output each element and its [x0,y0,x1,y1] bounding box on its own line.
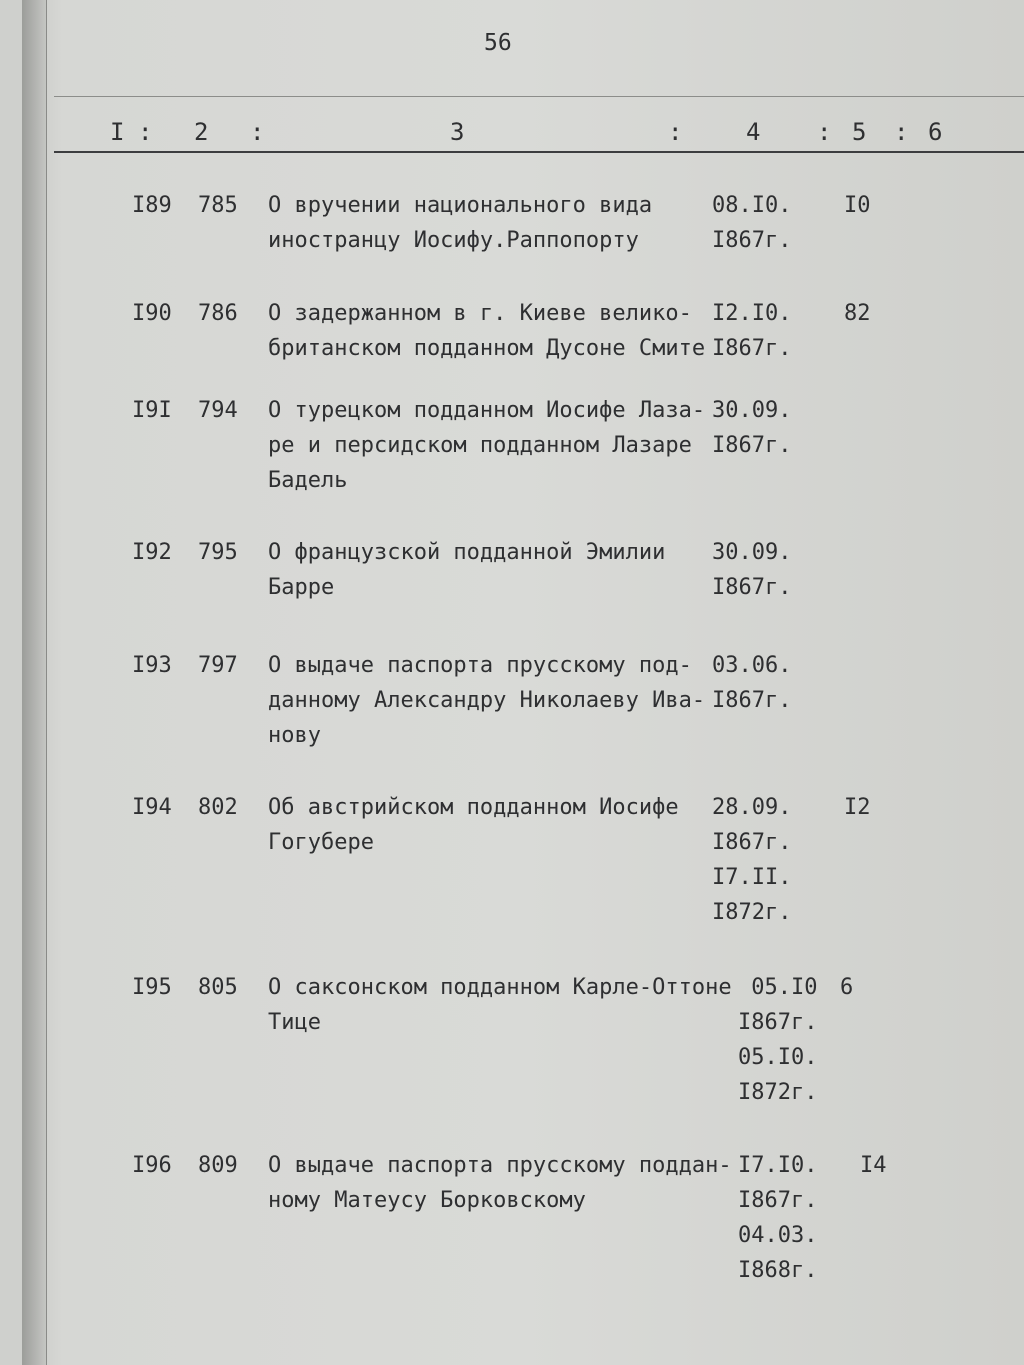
case-date: I867г. [738,1188,818,1213]
case-dates [712,393,791,463]
row-number: I96 [132,1153,172,1178]
row-number: I92 [132,540,172,565]
case-date: I868г. [738,1258,818,1283]
row-number: I9I [132,398,172,423]
document-page [22,0,1024,1365]
archive-number: 797 [198,653,238,678]
case-title-line: данному Александру Николаеву Ива- [268,688,706,713]
case-title-line: Об австрийском подданном Иосифе [268,795,679,820]
archive-number: 805 [198,975,238,1000]
header-col-2: 2 [194,118,209,146]
header-col-5: 5 [852,118,867,146]
case-date: I867г. [712,336,792,361]
case-dates [712,188,791,258]
archive-number: 785 [198,193,238,218]
case-date: I872г. [712,900,792,925]
top-rule [54,96,1024,97]
sheet-count: I0 [844,193,871,218]
case-title-line: О задержанном в г. Киеве велико- [268,301,692,326]
case-title-line: О турецком подданном Иосифе Лаза- [268,398,706,423]
case-title [268,296,705,366]
case-date: 04.03. [738,1223,818,1248]
case-date: 05.I0. [738,1045,818,1070]
archive-number: 794 [198,398,238,423]
row-number: I90 [132,301,172,326]
case-title-line: Гогубере [268,830,374,855]
row-number: I93 [132,653,172,678]
archive-number: 786 [198,301,238,326]
case-date: I7.I0. [738,1153,818,1178]
sheet-count: 6 [840,975,854,1000]
case-dates [712,535,791,605]
header-col-3: 3 [450,118,465,146]
case-dates [738,1148,817,1288]
header-separator: : [894,118,909,146]
row-number: I89 [132,193,172,218]
header-col-6: 6 [928,118,943,146]
case-title [268,188,652,258]
header-col-4: 4 [746,118,761,146]
row-number: I95 [132,975,172,1000]
case-dates [712,648,791,718]
case-date: 08.I0. [712,193,792,218]
header-separator: : [138,118,153,146]
case-title-line: британском подданном Дусоне Смите [268,336,706,361]
case-title-line: О французской подданной Эмилии [268,540,666,565]
case-date: 05.I0 [751,975,818,1000]
case-title [268,393,705,498]
sheet-count: I4 [860,1153,887,1178]
case-dates [712,296,791,366]
case-title [268,1148,732,1218]
case-title [268,970,732,1040]
case-date: I867г. [738,1010,818,1035]
header-rule [54,151,1024,153]
archive-number: 795 [198,540,238,565]
case-dates [712,790,791,930]
case-title-line: О выдаче паспорта прусскому поддан- [268,1153,732,1178]
archive-number: 802 [198,795,238,820]
archive-number: 809 [198,1153,238,1178]
case-title [268,648,705,753]
case-date: I867г. [712,688,792,713]
case-dates [738,970,817,1110]
case-title-line: О вручении национального вида [268,193,653,218]
case-date: 30.09. [712,398,792,423]
case-title-line: О выдаче паспорта прусскому под- [268,653,692,678]
header-separator: : [250,118,265,146]
case-title-line: ному Матеусу Борковскому [268,1188,586,1213]
case-date: I7.II. [712,865,792,890]
case-title [268,790,679,860]
case-title-line: Бадель [268,468,348,493]
binding-edge [22,0,47,1365]
case-date: I867г. [712,575,792,600]
row-number: I94 [132,795,172,820]
case-date: 03.06. [712,653,792,678]
case-title-line: ре и персидском подданном Лазаре [268,433,692,458]
case-title-line: Барре [268,575,335,600]
case-date: I867г. [712,228,792,253]
case-date: I872г. [738,1080,818,1105]
sheet-count: 82 [844,301,871,326]
case-date: I867г. [712,433,792,458]
case-date: 30.09. [712,540,792,565]
page-number: 56 [484,30,512,56]
sheet-count: I2 [844,795,871,820]
case-title-line: иностранцу Иосифу.Раппопорту [268,228,639,253]
case-date: I2.I0. [712,301,792,326]
case-title-line: нову [268,723,321,748]
header-separator: : [668,118,683,146]
header-col-1: I [110,118,125,146]
case-date: 28.09. [712,795,792,820]
case-date: I867г. [712,830,792,855]
case-title [268,535,665,605]
header-separator: : [817,118,832,146]
case-title-line: О саксонском подданном Карле-Оттоне [268,975,732,1000]
case-title-line: Тице [268,1010,321,1035]
